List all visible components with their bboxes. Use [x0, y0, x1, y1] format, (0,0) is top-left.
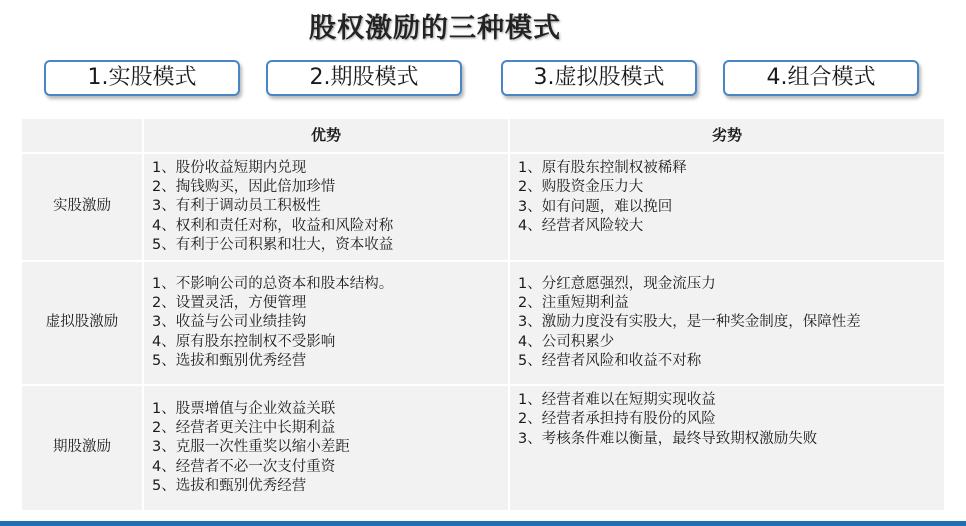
advantage-item: 3、有利于调动员工积极性: [152, 198, 321, 215]
advantage-item: 1、股票增值与企业效益关联: [152, 400, 336, 417]
advantage-item: 4、权利和责任对称，收益和风险对称: [152, 217, 394, 234]
table-header-corner: [21, 118, 143, 153]
advantage-item: 2、设置灵活，方便管理: [152, 295, 307, 312]
disadvantage-item: 2、经营者承担持有股份的风险: [518, 411, 716, 428]
disadvantage-item: 3、如有问题，难以挽回: [518, 198, 673, 215]
advantages-cell-virtual-stock: [143, 261, 509, 385]
mode-button-combined[interactable]: 4.组合模式: [723, 60, 919, 96]
advantage-item: 4、经营者不必一次支付重资: [152, 458, 336, 475]
table-row-real-stock: [21, 153, 945, 261]
advantages-cell-option-stock: [143, 385, 509, 511]
table-row-virtual-stock: [21, 261, 945, 385]
disadvantage-item: 4、经营者风险较大: [518, 217, 644, 234]
advantage-item: 2、掏钱购买，因此倍加珍惜: [152, 179, 336, 196]
bottom-accent-bar: [0, 521, 966, 526]
comparison-table: [20, 117, 946, 512]
disadvantage-item: 3、考核条件难以衡量，最终导致期权激励失败: [518, 430, 818, 447]
table-header-disadvantages: 劣势: [509, 118, 945, 153]
disadvantage-item: 2、注重短期利益: [518, 295, 629, 312]
disadvantage-item: 1、经营者难以在短期实现收益: [518, 392, 716, 408]
advantages-cell-real-stock: [143, 153, 509, 261]
mode-button-option-stock[interactable]: 2.期股模式: [266, 60, 462, 96]
advantage-item: 5、有利于公司积累和壮大，资本收益: [152, 236, 394, 253]
disadvantage-item: 5、经营者风险和收益不对称: [518, 352, 702, 369]
disadvantage-item: 1、原有股东控制权被稀释: [518, 160, 687, 176]
table-header-advantages: 优势: [143, 118, 509, 153]
advantage-item: 3、收益与公司业绩挂钩: [152, 314, 307, 331]
disadvantage-item: 2、购股资金压力大: [518, 179, 644, 196]
advantage-item: 1、股份收益短期内兑现: [152, 159, 307, 176]
advantage-item: 2、经营者更关注中长期利益: [152, 420, 336, 437]
row-label-real-stock: 实股激励: [21, 153, 143, 261]
advantage-item: 1、不影响公司的总资本和股本结构。: [152, 275, 394, 292]
disadvantages-cell-real-stock: [509, 153, 945, 261]
advantage-item: 3、克服一次性重奖以缩小差距: [152, 439, 350, 456]
advantage-item: 4、原有股东控制权不受影响: [152, 333, 336, 350]
table-row-option-stock: [21, 385, 945, 511]
row-label-virtual-stock: 虚拟股激励: [21, 261, 143, 385]
mode-button-virtual-stock[interactable]: 3.虚拟股模式: [501, 60, 697, 96]
disadvantages-cell-virtual-stock: [509, 261, 945, 385]
disadvantages-cell-option-stock: [509, 385, 945, 511]
disadvantage-item: 3、激励力度没有实股大，是一种奖金制度，保障性差: [518, 314, 861, 331]
advantage-item: 5、选拔和甄别优秀经营: [152, 352, 307, 369]
mode-button-real-stock[interactable]: 1.实股模式: [44, 60, 240, 96]
page-title: 股权激励的三种模式: [309, 13, 561, 44]
table-header-row: [21, 118, 945, 153]
row-label-option-stock: 期股激励: [21, 385, 143, 511]
advantage-item: 5、选拔和甄别优秀经营: [152, 477, 307, 494]
disadvantage-item: 1、分红意愿强烈，现金流压力: [518, 275, 716, 292]
disadvantage-item: 4、公司积累少: [518, 333, 615, 350]
